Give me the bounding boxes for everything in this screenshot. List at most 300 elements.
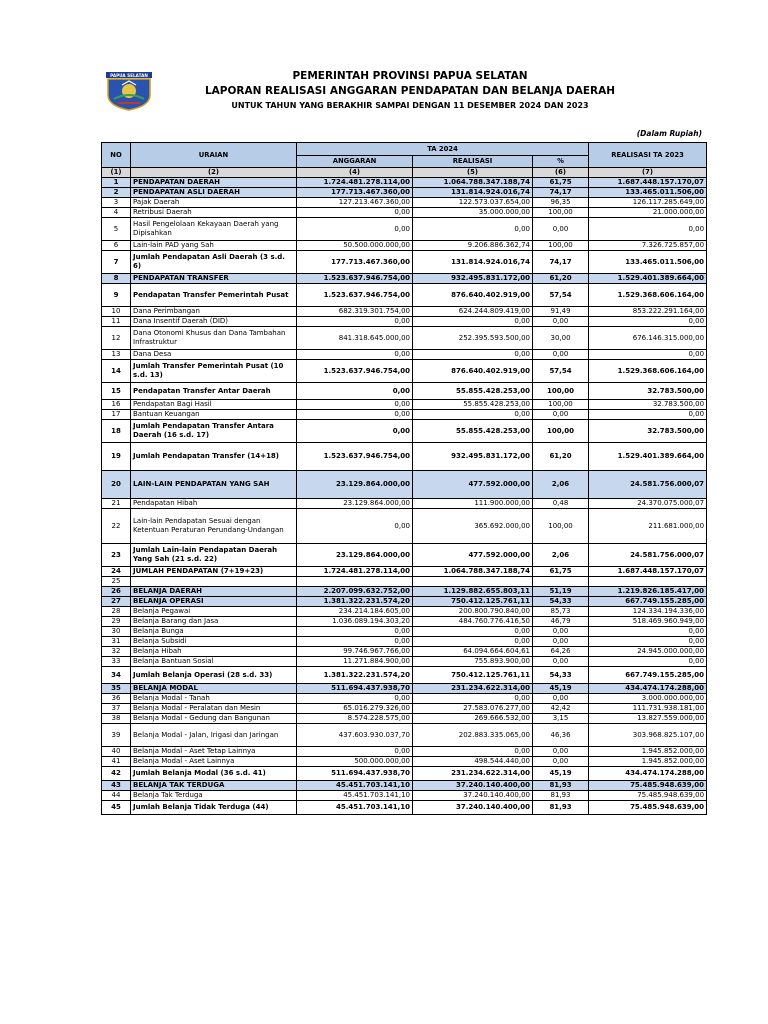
row-description: Jumlah Pendapatan Transfer Antara Daerah (16 s.d. 17) <box>131 420 297 443</box>
row-anggaran: 45.451.703.141,10 <box>297 781 413 791</box>
col-header-ta-2024: TA 2024 <box>297 143 589 156</box>
row-percentage: 45,19 <box>533 684 589 694</box>
row-anggaran: 1.036.089.194.303,20 <box>297 617 413 627</box>
col-header-realisasi: REALISASI <box>413 156 533 168</box>
row-anggaran: 11.271.884.900,00 <box>297 657 413 667</box>
row-realisasi: 932.495.831.172,00 <box>413 274 533 284</box>
row-realisasi-prev: 126.117.285.649,00 <box>589 198 707 208</box>
row-number: 31 <box>102 637 131 647</box>
row-anggaran: 0,00 <box>297 627 413 637</box>
col-header-uraian: URAIAN <box>131 143 297 168</box>
row-realisasi-prev: 0,00 <box>589 657 707 667</box>
row-percentage: 0,00 <box>533 627 589 637</box>
table-row <box>102 637 707 647</box>
row-realisasi-prev: 0,00 <box>589 350 707 360</box>
row-number: 17 <box>102 410 131 420</box>
row-realisasi: 252.395.593.500,00 <box>413 327 533 350</box>
row-description: PENDAPATAN ASLI DAERAH <box>131 188 297 198</box>
row-description: Belanja Modal - Jalan, Irigasi dan Jaringan <box>131 724 297 747</box>
row-anggaran: 0,00 <box>297 694 413 704</box>
row-realisasi-prev: 13.827.559.000,00 <box>589 714 707 724</box>
row-description: Pendapatan Bagi Hasil <box>131 400 297 410</box>
row-anggaran: 0,00 <box>297 400 413 410</box>
row-anggaran: 1.381.322.231.574,20 <box>297 597 413 607</box>
row-realisasi: 55.855.428.253,00 <box>413 383 533 400</box>
row-realisasi-prev: 0,00 <box>589 627 707 637</box>
row-percentage: 100,00 <box>533 420 589 443</box>
row-percentage: 30,00 <box>533 327 589 350</box>
row-realisasi: 37.240.140.400,00 <box>413 781 533 791</box>
row-realisasi-prev: 0,00 <box>589 317 707 327</box>
row-anggaran: 511.694.437.938,70 <box>297 684 413 694</box>
row-percentage: 42,42 <box>533 704 589 714</box>
row-description: Belanja Modal - Tanah <box>131 694 297 704</box>
row-number: 32 <box>102 647 131 657</box>
table-row <box>102 499 707 509</box>
row-realisasi-prev: 133.465.011.506,00 <box>589 251 707 274</box>
row-percentage: 3,15 <box>533 714 589 724</box>
row-percentage: 61,20 <box>533 274 589 284</box>
row-description: Belanja Subsidi <box>131 637 297 647</box>
row-realisasi: 64.094.664.604,61 <box>413 647 533 657</box>
row-realisasi: 624.244.809.419,00 <box>413 307 533 317</box>
table-row <box>102 284 707 307</box>
header-line-2: LAPORAN REALISASI ANGGARAN PENDAPATAN DAN BELANJA DAERAH <box>204 85 616 97</box>
row-number: 34 <box>102 667 131 684</box>
row-percentage: 0,00 <box>533 747 589 757</box>
row-anggaran: 177.713.467.360,00 <box>297 251 413 274</box>
row-number: 15 <box>102 383 131 400</box>
row-description: Pajak Daerah <box>131 198 297 208</box>
row-realisasi: 0,00 <box>413 747 533 757</box>
table-row <box>102 350 707 360</box>
row-number: 29 <box>102 617 131 627</box>
table-row <box>102 781 707 791</box>
row-description: Belanja Barang dan Jasa <box>131 617 297 627</box>
row-number: 2 <box>102 188 131 198</box>
row-realisasi: 131.814.924.016,74 <box>413 188 533 198</box>
row-anggaran: 0,00 <box>297 350 413 360</box>
row-description: Jumlah Pendapatan Asli Daerah (3 s.d. 6) <box>131 251 297 274</box>
currency-unit-note: (Dalam Rupiah) <box>636 129 702 138</box>
row-description: LAIN-LAIN PENDAPATAN YANG SAH <box>131 471 297 499</box>
row-description: Pendapatan Transfer Antar Daerah <box>131 383 297 400</box>
row-description: Dana Otonomi Khusus dan Dana Tambahan Infrastruktur <box>131 327 297 350</box>
row-realisasi: 0,00 <box>413 218 533 241</box>
row-realisasi-prev: 1.529.401.389.664,00 <box>589 274 707 284</box>
row-realisasi: 365.692.000,00 <box>413 509 533 544</box>
row-realisasi: 498.544.440,00 <box>413 757 533 767</box>
row-number: 4 <box>102 208 131 218</box>
row-number: 39 <box>102 724 131 747</box>
row-anggaran: 23.129.864.000,00 <box>297 499 413 509</box>
row-realisasi: 0,00 <box>413 694 533 704</box>
row-number: 28 <box>102 607 131 617</box>
row-realisasi-prev: 667.749.155.285,00 <box>589 597 707 607</box>
row-realisasi: 750.412.125.761,11 <box>413 667 533 684</box>
row-realisasi-prev: 0,00 <box>589 410 707 420</box>
row-description: Pendapatan Hibah <box>131 499 297 509</box>
table-row <box>102 544 707 567</box>
row-percentage: 74,17 <box>533 251 589 274</box>
row-anggaran: 682.319.301.754,00 <box>297 307 413 317</box>
table-row <box>102 274 707 284</box>
row-description: Belanja Modal - Peralatan dan Mesin <box>131 704 297 714</box>
row-percentage: 100,00 <box>533 509 589 544</box>
table-row <box>102 383 707 400</box>
row-percentage: 100,00 <box>533 241 589 251</box>
row-realisasi-prev: 0,00 <box>589 637 707 647</box>
budget-realization-table <box>101 142 707 815</box>
row-realisasi-prev: 676.146.315.000,00 <box>589 327 707 350</box>
table-row <box>102 241 707 251</box>
row-number: 24 <box>102 567 131 577</box>
row-realisasi-prev: 32.783.500,00 <box>589 420 707 443</box>
row-number: 5 <box>102 218 131 241</box>
row-realisasi: 477.592.000,00 <box>413 471 533 499</box>
row-description: BELANJA TAK TERDUGA <box>131 781 297 791</box>
col-header-anggaran: ANGGARAN <box>297 156 413 168</box>
svg-text:PAPUA SELATAN: PAPUA SELATAN <box>110 73 148 78</box>
row-number: 7 <box>102 251 131 274</box>
row-description: Jumlah Belanja Modal (36 s.d. 41) <box>131 767 297 781</box>
row-realisasi: 1.064.788.347.188,74 <box>413 567 533 577</box>
row-percentage: 64,26 <box>533 647 589 657</box>
row-percentage: 0,00 <box>533 350 589 360</box>
row-number: 45 <box>102 801 131 815</box>
row-number: 3 <box>102 198 131 208</box>
row-description: Hasil Pengelolaan Kekayaan Daerah yang Dipisahkan <box>131 218 297 241</box>
row-number: 44 <box>102 791 131 801</box>
row-number: 11 <box>102 317 131 327</box>
table-row <box>102 218 707 241</box>
row-realisasi-prev: 1.945.852.000,00 <box>589 757 707 767</box>
row-realisasi: 876.640.402.919,00 <box>413 284 533 307</box>
row-description: Belanja Bunga <box>131 627 297 637</box>
table-row <box>102 684 707 694</box>
row-anggaran: 0,00 <box>297 208 413 218</box>
col-number: (6) <box>533 168 589 178</box>
table-row <box>102 724 707 747</box>
table-row <box>102 791 707 801</box>
row-realisasi: 755.893.900,00 <box>413 657 533 667</box>
row-percentage: 100,00 <box>533 208 589 218</box>
row-percentage: 96,35 <box>533 198 589 208</box>
table-row <box>102 471 707 499</box>
row-description: BELANJA OPERASI <box>131 597 297 607</box>
row-realisasi-prev: 24.581.756.000,07 <box>589 471 707 499</box>
row-number: 42 <box>102 767 131 781</box>
row-description: Belanja Modal - Aset Lainnya <box>131 757 297 767</box>
row-description <box>131 577 297 587</box>
row-realisasi: 0,00 <box>413 637 533 647</box>
table-row <box>102 317 707 327</box>
table-body <box>102 178 707 815</box>
row-description: Belanja Tak Terduga <box>131 791 297 801</box>
row-realisasi-prev: 1.687.448.157.170,07 <box>589 178 707 188</box>
row-anggaran: 1.523.637.946.754,00 <box>297 360 413 383</box>
row-percentage: 57,54 <box>533 360 589 383</box>
row-anggaran <box>297 577 413 587</box>
row-description: PENDAPATAN TRANSFER <box>131 274 297 284</box>
row-description: Pendapatan Transfer Pemerintah Pusat <box>131 284 297 307</box>
row-number: 14 <box>102 360 131 383</box>
row-anggaran: 0,00 <box>297 637 413 647</box>
row-number: 30 <box>102 627 131 637</box>
table-row <box>102 657 707 667</box>
row-anggaran: 23.129.864.000,00 <box>297 471 413 499</box>
row-realisasi-prev: 1.945.852.000,00 <box>589 747 707 757</box>
row-description: Jumlah Pendapatan Transfer (14+18) <box>131 443 297 471</box>
row-realisasi-prev: 75.485.948.639,00 <box>589 801 707 815</box>
row-realisasi-prev: 0,00 <box>589 218 707 241</box>
row-number: 41 <box>102 757 131 767</box>
row-number: 25 <box>102 577 131 587</box>
row-description: PENDAPATAN DAERAH <box>131 178 297 188</box>
header-line-1: PEMERINTAH PROVINSI PAPUA SELATAN <box>292 70 528 82</box>
table-row <box>102 704 707 714</box>
row-description: Belanja Modal - Gedung dan Bangunan <box>131 714 297 724</box>
table-row <box>102 667 707 684</box>
table-row <box>102 747 707 757</box>
row-anggaran: 511.694.437.938,70 <box>297 767 413 781</box>
row-realisasi: 111.900.000,00 <box>413 499 533 509</box>
row-realisasi-prev: 211.681.000,00 <box>589 509 707 544</box>
row-realisasi-prev: 303.968.825.107,00 <box>589 724 707 747</box>
government-logo <box>104 71 154 111</box>
row-anggaran: 2.207.099.632.752,00 <box>297 587 413 597</box>
table-row <box>102 647 707 657</box>
row-number: 21 <box>102 499 131 509</box>
row-realisasi-prev: 24.581.756.000,07 <box>589 544 707 567</box>
row-realisasi-prev: 3.000.000.000,00 <box>589 694 707 704</box>
row-description: Jumlah Lain-lain Pendapatan Daerah Yang Sah (21 s.d. 22) <box>131 544 297 567</box>
row-number: 38 <box>102 714 131 724</box>
row-percentage: 100,00 <box>533 383 589 400</box>
row-realisasi-prev: 667.749.155.285,00 <box>589 667 707 684</box>
table-row <box>102 307 707 317</box>
row-percentage: 57,54 <box>533 284 589 307</box>
row-realisasi-prev: 75.485.948.639,00 <box>589 781 707 791</box>
row-realisasi-prev: 111.731.938.181,00 <box>589 704 707 714</box>
col-header-pct: % <box>533 156 589 168</box>
row-realisasi: 131.814.924.016,74 <box>413 251 533 274</box>
row-number: 27 <box>102 597 131 607</box>
row-number: 16 <box>102 400 131 410</box>
col-number: (1) <box>102 168 131 178</box>
row-percentage: 46,36 <box>533 724 589 747</box>
row-number: 9 <box>102 284 131 307</box>
row-realisasi: 932.495.831.172,00 <box>413 443 533 471</box>
row-realisasi: 231.234.622.314,00 <box>413 684 533 694</box>
row-realisasi-prev: 133.465.011.506,00 <box>589 188 707 198</box>
row-number: 23 <box>102 544 131 567</box>
row-number: 6 <box>102 241 131 251</box>
row-realisasi: 1.064.788.347.188,74 <box>413 178 533 188</box>
row-realisasi: 876.640.402.919,00 <box>413 360 533 383</box>
col-number: (5) <box>413 168 533 178</box>
row-description: Belanja Bantuan Sosial <box>131 657 297 667</box>
row-anggaran: 65.016.279.326,00 <box>297 704 413 714</box>
row-number: 26 <box>102 587 131 597</box>
row-anggaran: 0,00 <box>297 509 413 544</box>
row-anggaran: 500.000.000,00 <box>297 757 413 767</box>
row-anggaran: 50.500.000.000,00 <box>297 241 413 251</box>
row-description: Dana Desa <box>131 350 297 360</box>
row-realisasi: 9.206.886.362,74 <box>413 241 533 251</box>
row-percentage: 91,49 <box>533 307 589 317</box>
row-number: 36 <box>102 694 131 704</box>
row-number: 22 <box>102 509 131 544</box>
row-number: 35 <box>102 684 131 694</box>
table-row <box>102 597 707 607</box>
row-anggaran: 45.451.703.141,10 <box>297 791 413 801</box>
table-row <box>102 178 707 188</box>
row-description: Jumlah Belanja Tidak Terduga (44) <box>131 801 297 815</box>
row-realisasi: 750.412.125.761,11 <box>413 597 533 607</box>
row-realisasi: 0,00 <box>413 350 533 360</box>
row-realisasi-prev: 75.485.948.639,00 <box>589 791 707 801</box>
row-description: Lain-lain PAD yang Sah <box>131 241 297 251</box>
row-percentage: 0,48 <box>533 499 589 509</box>
row-percentage: 45,19 <box>533 767 589 781</box>
row-percentage <box>533 577 589 587</box>
row-percentage: 0,00 <box>533 218 589 241</box>
row-realisasi: 0,00 <box>413 317 533 327</box>
row-number: 18 <box>102 420 131 443</box>
row-number: 43 <box>102 781 131 791</box>
row-percentage: 85,73 <box>533 607 589 617</box>
row-realisasi-prev: 518.469.960.949,00 <box>589 617 707 627</box>
row-realisasi: 231.234.622.314,00 <box>413 767 533 781</box>
col-number: (4) <box>297 168 413 178</box>
row-realisasi: 35.000.000,00 <box>413 208 533 218</box>
row-realisasi: 484.760.776.416,50 <box>413 617 533 627</box>
row-realisasi-prev: 434.474.174.288,00 <box>589 767 707 781</box>
table-row <box>102 767 707 781</box>
row-description: Retribusi Daerah <box>131 208 297 218</box>
row-anggaran: 0,00 <box>297 218 413 241</box>
report-header <box>160 69 660 112</box>
row-description: Bantuan Keuangan <box>131 410 297 420</box>
row-anggaran: 45.451.703.141,10 <box>297 801 413 815</box>
row-realisasi: 0,00 <box>413 410 533 420</box>
row-anggaran: 1.724.481.278.114,00 <box>297 178 413 188</box>
row-anggaran: 1.724.481.278.114,00 <box>297 567 413 577</box>
row-description: Jumlah Transfer Pemerintah Pusat (10 s.d. 13) <box>131 360 297 383</box>
header-line-3: UNTUK TAHUN YANG BERAKHIR SAMPAI DENGAN 11 DESEMBER 2024 DAN 2023 <box>231 101 589 110</box>
row-realisasi: 27.583.076.277,00 <box>413 704 533 714</box>
row-realisasi-prev: 853.222.291.164,00 <box>589 307 707 317</box>
table-row <box>102 251 707 274</box>
row-percentage: 61,75 <box>533 567 589 577</box>
row-realisasi: 55.855.428.253,00 <box>413 400 533 410</box>
row-realisasi: 37.240.140.400,00 <box>413 791 533 801</box>
table-row <box>102 607 707 617</box>
col-header-realisasi-prev: REALISASI TA 2023 <box>589 143 707 168</box>
table-row <box>102 188 707 198</box>
row-number: 12 <box>102 327 131 350</box>
row-number: 19 <box>102 443 131 471</box>
table-row <box>102 714 707 724</box>
table-row <box>102 801 707 815</box>
row-description: Belanja Modal - Aset Tetap Lainnya <box>131 747 297 757</box>
col-number: (7) <box>589 168 707 178</box>
row-realisasi: 200.800.790.840,00 <box>413 607 533 617</box>
row-anggaran: 0,00 <box>297 747 413 757</box>
row-anggaran: 8.574.228.575,00 <box>297 714 413 724</box>
row-percentage: 54,33 <box>533 597 589 607</box>
row-number: 13 <box>102 350 131 360</box>
row-description: BELANJA MODAL <box>131 684 297 694</box>
table-row <box>102 400 707 410</box>
row-percentage: 61,75 <box>533 178 589 188</box>
row-percentage: 81,93 <box>533 791 589 801</box>
row-realisasi: 269.666.532,00 <box>413 714 533 724</box>
table-row <box>102 587 707 597</box>
row-realisasi: 477.592.000,00 <box>413 544 533 567</box>
table-row <box>102 627 707 637</box>
row-anggaran: 177.713.467.360,00 <box>297 188 413 198</box>
table-row <box>102 617 707 627</box>
row-realisasi: 1.129.882.655.803,11 <box>413 587 533 597</box>
row-anggaran: 0,00 <box>297 317 413 327</box>
row-anggaran: 1.523.637.946.754,00 <box>297 443 413 471</box>
row-description: JUMLAH PENDAPATAN (7+19+23) <box>131 567 297 577</box>
row-percentage: 61,20 <box>533 443 589 471</box>
row-anggaran: 1.381.322.231.574,20 <box>297 667 413 684</box>
row-percentage: 74,17 <box>533 188 589 198</box>
col-header-no: NO <box>102 143 131 168</box>
table-row <box>102 509 707 544</box>
row-number: 33 <box>102 657 131 667</box>
row-percentage: 0,00 <box>533 694 589 704</box>
row-realisasi-prev: 24.945.000.000,00 <box>589 647 707 657</box>
row-percentage: 0,00 <box>533 410 589 420</box>
row-description: Jumlah Belanja Operasi (28 s.d. 33) <box>131 667 297 684</box>
row-anggaran: 0,00 <box>297 410 413 420</box>
row-description: Belanja Pegawai <box>131 607 297 617</box>
row-percentage: 2,06 <box>533 544 589 567</box>
row-percentage: 0,00 <box>533 317 589 327</box>
row-description: Dana Perimbangan <box>131 307 297 317</box>
table-row <box>102 567 707 577</box>
row-anggaran: 0,00 <box>297 383 413 400</box>
row-anggaran: 1.523.637.946.754,00 <box>297 274 413 284</box>
row-anggaran: 127.213.467.360,00 <box>297 198 413 208</box>
row-anggaran: 0,00 <box>297 420 413 443</box>
table-row <box>102 327 707 350</box>
row-realisasi-prev: 1.219.826.185.417,00 <box>589 587 707 597</box>
table-row <box>102 577 707 587</box>
table-row <box>102 198 707 208</box>
row-anggaran: 437.603.930.037,70 <box>297 724 413 747</box>
row-realisasi-prev: 7.326.725.857,00 <box>589 241 707 251</box>
row-percentage: 100,00 <box>533 400 589 410</box>
row-number: 20 <box>102 471 131 499</box>
row-percentage: 0,00 <box>533 757 589 767</box>
table-row <box>102 757 707 767</box>
table-row <box>102 443 707 471</box>
row-percentage: 46,79 <box>533 617 589 627</box>
table-row <box>102 208 707 218</box>
row-realisasi-prev: 32.783.500,00 <box>589 400 707 410</box>
table-row <box>102 410 707 420</box>
row-number: 8 <box>102 274 131 284</box>
row-anggaran: 23.129.864.000,00 <box>297 544 413 567</box>
row-percentage: 81,93 <box>533 781 589 791</box>
row-realisasi-prev <box>589 577 707 587</box>
